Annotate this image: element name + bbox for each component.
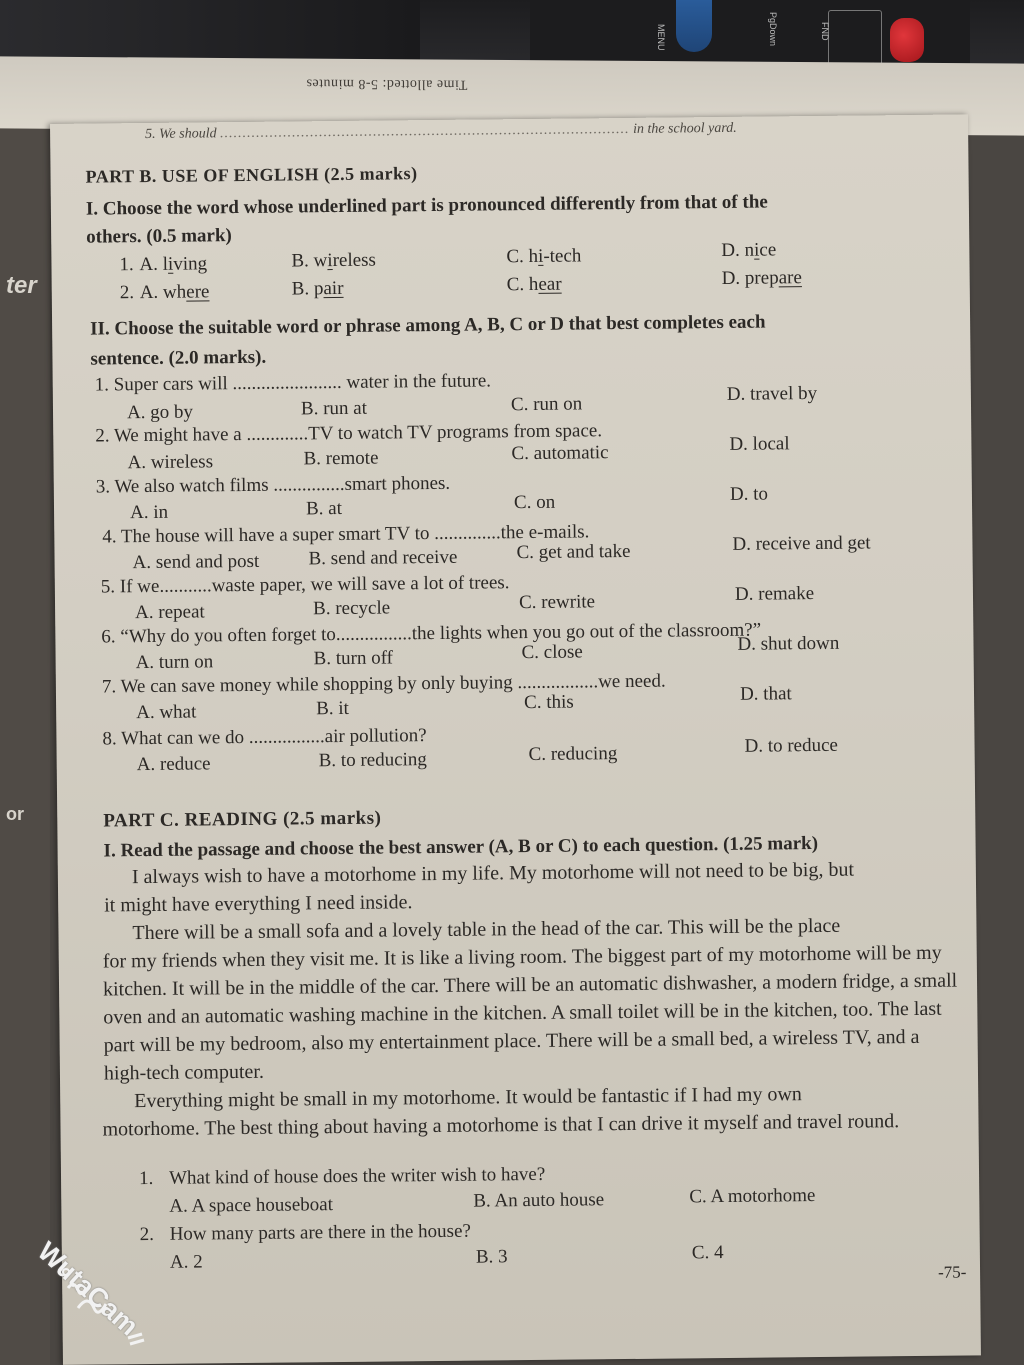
pron-q1-option-d: D. nice	[721, 239, 777, 261]
mc-q6-stem: 6. “Why do you often forget to................the lights when you go out of the classroom?”	[101, 619, 762, 648]
mc-q7-option-d: D. that	[739, 683, 792, 705]
paragraph-2-rest: for my friends when they visit me. It is like a living room. The biggest part of my motorhome will be my kitchen. It will be in the middle of the car. There will be an automatic dishwasher, a modern fridge, a small oven and an automatic washing machine in the kitchen. A small toilet will be in the kitchen, too. The last part will be my bedroom, also my entertainment place. There will be a small bed, a wireless TV, and a high-tech computer.	[102, 941, 958, 1085]
mc-q5-option-c: C. rewrite	[518, 591, 596, 614]
mc-q5-option-a: A. repeat	[135, 601, 205, 624]
pron-q1-option-b: B. wireless	[291, 249, 377, 272]
mc-q3-option-a: A. in	[129, 501, 169, 524]
reading-q1-number: 1.	[138, 1167, 154, 1190]
watermark-signature-icon	[58, 1248, 168, 1358]
paragraph-3-first-line: Everything might be small in my motorhome. It would be fantastic if I had my own	[134, 1083, 802, 1113]
mc-q3-stem: 3. We also watch films ...............smart phones.	[95, 472, 451, 498]
paragraph-2-first-line: There will be a small sofa and a lovely table in the head of the car. This will be the place	[132, 914, 841, 945]
previous-text-start: We should	[159, 126, 217, 142]
pgdown-label: PgDown	[768, 12, 778, 47]
pron-q2-option-c: C. hear	[506, 273, 562, 296]
page-number: -75-	[937, 1262, 967, 1282]
mc-q8-option-c: C. reducing	[528, 743, 618, 766]
mc-q7-stem: 7. We can save money while shopping by only buying .................we need.	[101, 670, 666, 698]
passage-paragraph-2	[102, 910, 964, 1087]
reading-q1-option-a: A. A space houseboat	[169, 1194, 334, 1217]
answer-blank: ...........................................................................................	[219, 121, 630, 142]
wutacam-watermark	[28, 1200, 198, 1350]
mc-q1-option-d: D. travel by	[726, 382, 818, 405]
time-allotted-text: Time allotted: 5-8 minutes	[306, 75, 468, 92]
mc-q6-option-b: B. turn off	[313, 647, 394, 670]
pron-q2-number: 2.	[119, 282, 135, 304]
worksheet-page	[50, 114, 981, 1365]
part-b-title: PART B. USE OF ENGLISH (2.5 marks)	[85, 163, 418, 187]
mc-q4-option-b: B. send and receive	[308, 546, 458, 570]
mc-q1-option-a: A. go by	[126, 401, 194, 424]
pron-q2-option-d: D. prepare	[721, 267, 802, 289]
mc-q6-option-c: C. close	[521, 641, 583, 664]
pron-q1-option-c: C. hi-tech	[506, 245, 582, 268]
mc-q5-stem: 5. If we...........waste paper, we will save a lot of trees.	[100, 572, 510, 598]
reading-heading: I. Read the passage and choose the best answer (A, B or C) to each question. (1.25 mark)	[103, 832, 819, 862]
mc-q8-option-b: B. to reducing	[318, 749, 427, 772]
left-edge-fragment-mid: or	[6, 804, 24, 824]
mc-q7-option-a: A. what	[136, 701, 197, 724]
section-2-heading-line2: sentence. (2.0 marks).	[90, 346, 267, 370]
reading-q2-number: 2.	[139, 1223, 154, 1246]
section-1-heading-line1: I. Choose the word whose underlined part is pronounced differently from that of the	[85, 191, 768, 220]
mc-q7-option-b: B. it	[316, 697, 349, 720]
mc-q2-option-d: D. local	[729, 433, 790, 455]
previous-text-end: in the school yard.	[632, 120, 737, 137]
pron-q1-option-a: A. living	[139, 253, 208, 276]
reading-q2-option-a: A. 2	[169, 1251, 203, 1273]
mc-q1-option-c: C. run on	[510, 393, 583, 416]
fnd-label: FND	[820, 22, 830, 41]
left-edge-background	[0, 112, 50, 1365]
watermark-text: WutaCam	[31, 1236, 145, 1342]
paragraph-1-rest: it might have everything I need inside.	[104, 891, 413, 917]
paragraph-3-rest: motorhome. The best thing about having a motorhome is that I can drive it myself and travel round.	[102, 1110, 900, 1141]
mc-q3-option-c: C. on	[513, 491, 556, 514]
mc-q7-option-c: C. this	[523, 691, 574, 714]
part-c-title: PART C. READING (2.5 marks)	[103, 807, 382, 832]
mc-q4-option-a: A. send and post	[132, 550, 260, 574]
section-2-heading-line1: II. Choose the suitable word or phrase among A, B, C or D that best completes each	[90, 311, 766, 340]
device-glare	[0, 0, 420, 60]
reading-q2-option-c: C. 4	[691, 1242, 724, 1264]
mc-q5-option-d: D. remake	[734, 583, 815, 605]
mc-q4-option-d: D. receive and get	[732, 532, 871, 555]
pron-q1-number: 1.	[119, 254, 134, 276]
mc-q2-stem: 2. We might have a .............TV to watch TV programs from space.	[95, 420, 603, 447]
section-1-heading-line2: others. (0.5 mark)	[86, 225, 232, 248]
menu-label: MENU	[656, 24, 666, 51]
paragraph-1-first-line: I always wish to have a motorhome in my life. My motorhome will not need to be big, but	[131, 858, 855, 889]
mc-q8-stem: 8. What can we do ................air pollution?	[102, 725, 427, 750]
mc-q4-stem: 4. The house will have a super smart TV to ..............the e-mails.	[102, 521, 590, 548]
blue-button	[676, 0, 712, 52]
mc-q1-stem: 1. Super cars will ....................... water in the future.	[94, 370, 492, 396]
mc-q2-option-a: A. wireless	[127, 451, 214, 474]
left-edge-fragment-top: ter	[6, 272, 37, 299]
pron-q2-option-b: B. pair	[291, 277, 344, 300]
mc-q4-option-c: C. get and take	[516, 540, 631, 564]
mc-q8-option-a: A. reduce	[136, 753, 211, 776]
reading-q2-text: How many parts are there in the house?	[169, 1220, 471, 1245]
mc-q3-option-b: B. at	[305, 497, 343, 520]
mc-q2-option-b: B. remote	[303, 447, 379, 470]
mc-q6-option-a: A. turn on	[135, 651, 214, 674]
mc-q8-option-d: D. to reduce	[744, 734, 839, 757]
pron-q2-option-a: A. where	[139, 281, 210, 304]
red-button	[890, 18, 924, 62]
reading-q1-option-b: B. An auto house	[473, 1189, 605, 1212]
mc-q2-option-c: C. automatic	[511, 442, 609, 465]
previous-question-line	[145, 121, 737, 143]
mc-q6-option-d: D. shut down	[737, 632, 840, 655]
mc-q1-option-b: B. run at	[300, 397, 368, 420]
mc-q5-option-b: B. recycle	[312, 597, 391, 620]
reading-q2-option-b: B. 3	[475, 1246, 508, 1268]
reading-q1-text: What kind of house does the writer wish to have?	[168, 1163, 546, 1189]
passage-paragraph-1	[104, 854, 985, 919]
passage-paragraph-3	[102, 1078, 973, 1143]
reading-q1-option-c: C. A motorhome	[689, 1185, 816, 1208]
previous-item-number: 5.	[145, 126, 156, 143]
mc-q3-option-d: D. to	[729, 483, 769, 505]
